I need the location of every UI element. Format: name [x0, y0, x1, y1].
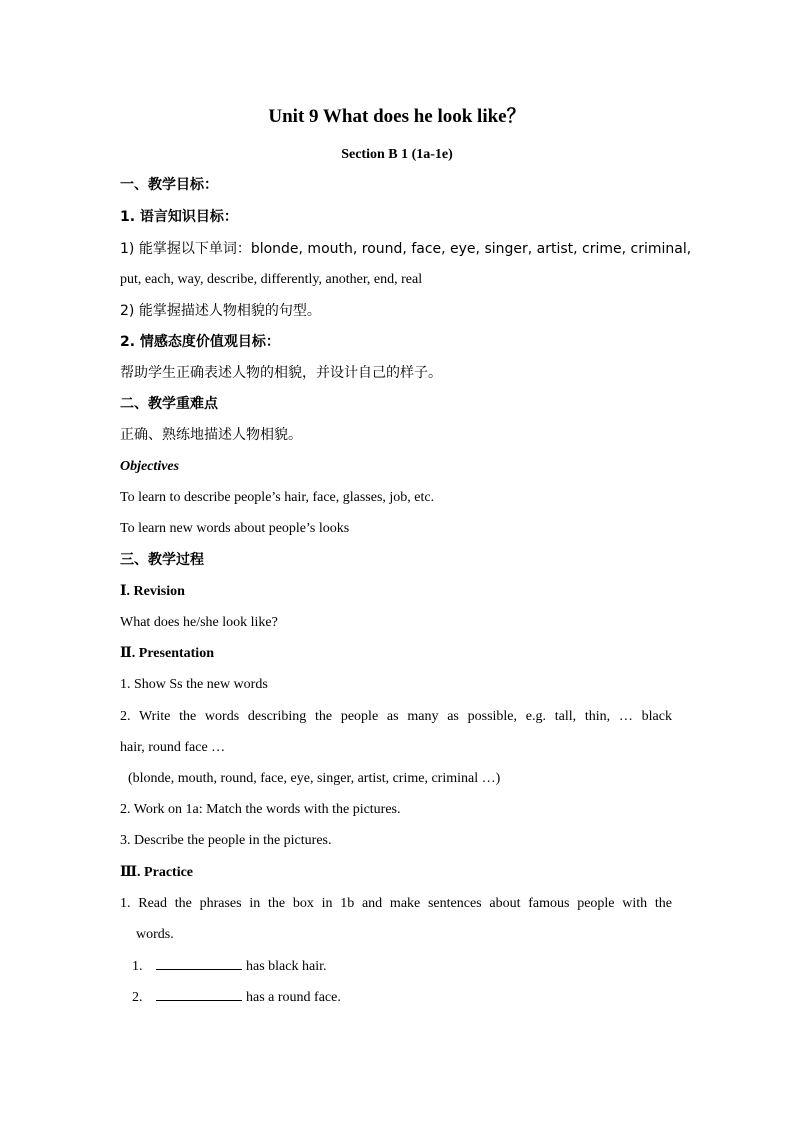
page-title: Unit 9 What does he look like？	[268, 106, 526, 127]
subheading-language-goals: 1. 语言知识目标：	[120, 209, 238, 225]
objectives-label: Objectives	[120, 459, 180, 474]
presentation-word-list: (blonde, mouth, round, face, eye, singer, artist, crime, criminal …)	[128, 771, 501, 786]
revision-question: What does he/she look like?	[120, 615, 278, 630]
sentence-pattern-goal: 2) 能掌握描述人物相貌的句型。	[120, 303, 321, 319]
attitude-goal-text: 帮助学生正确表述人物的相貌，并设计自己的样子。	[120, 365, 442, 381]
fill-blank-number: 1.	[132, 959, 143, 974]
practice-step-1-line-1: 1. Read the phrases in the box in 1b and make sentences about famous people with the	[120, 896, 672, 911]
section-heading-key-points: 二、教学重难点	[120, 396, 218, 412]
revision-label: Ⅰ. Revision	[120, 584, 185, 599]
practice-label: Ⅲ. Practice	[120, 865, 194, 880]
objective-1: To learn to describe people’s hair, face, glasses, job, etc.	[120, 490, 435, 505]
practice-step-1-line-2: words.	[136, 927, 174, 942]
objective-2: To learn new words about people’s looks	[120, 521, 350, 536]
page-subtitle: Section B 1 (1a-1e)	[341, 147, 453, 162]
fill-blank-item-2	[132, 988, 341, 1007]
presentation-step-2-line-1: 2. Write the words describing the people as many as possible, e.g. tall, thin, … black	[120, 709, 672, 724]
subheading-attitude-goals: 2. 情感态度价值观目标：	[120, 334, 280, 350]
answer-blank[interactable]	[156, 988, 242, 1001]
vocab-line-1: 1) 能掌握以下单词：blonde, mouth, round, face, eye, singer, artist, crime, criminal,	[120, 241, 692, 257]
fill-blank-item-1	[132, 957, 326, 976]
fill-blank-text: has black hair.	[246, 959, 327, 974]
vocab-line-2: put, each, way, describe, differently, another, end, real	[120, 272, 423, 287]
answer-blank[interactable]	[156, 957, 242, 970]
fill-blank-number: 2.	[132, 990, 143, 1005]
presentation-step-2-line-2: hair, round face …	[120, 740, 226, 755]
section-heading-process: 三、教学过程	[120, 552, 204, 568]
presentation-step-1: 1. Show Ss the new words	[120, 677, 268, 692]
fill-blank-text: has a round face.	[246, 990, 341, 1005]
presentation-label: Ⅱ. Presentation	[120, 646, 214, 661]
presentation-step-4: 3. Describe the people in the pictures.	[120, 833, 332, 848]
presentation-step-3: 2. Work on 1a: Match the words with the pictures.	[120, 802, 401, 817]
key-points-text: 正确、熟练地描述人物相貌。	[120, 427, 302, 443]
section-heading-objectives: 一、教学目标：	[120, 177, 218, 193]
